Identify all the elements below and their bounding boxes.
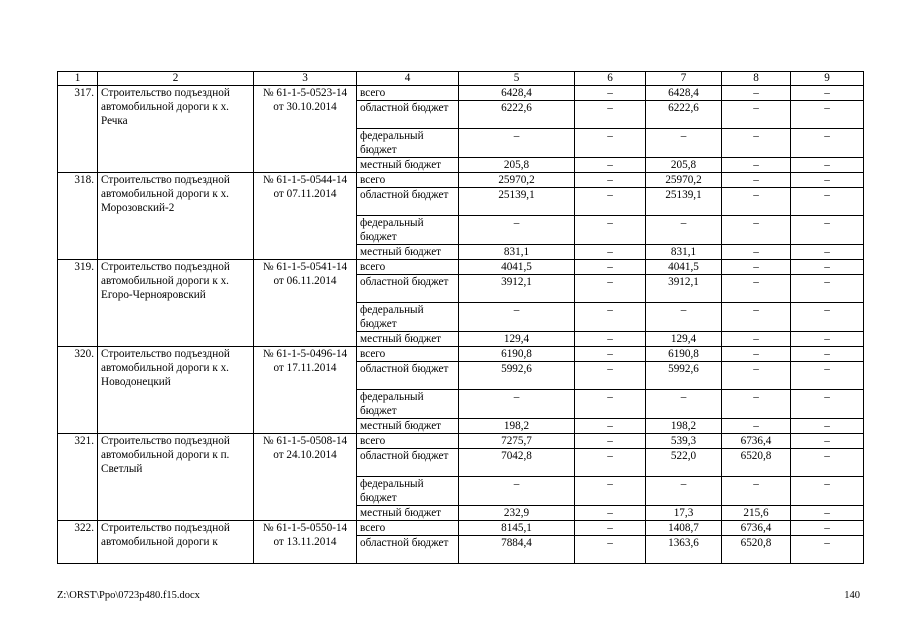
- value-cell: –: [646, 477, 722, 506]
- value-cell: –: [575, 506, 646, 521]
- page-number: 140: [844, 590, 860, 601]
- value-cell: –: [722, 477, 791, 506]
- value-cell: –: [459, 129, 575, 158]
- value-cell: –: [791, 390, 864, 419]
- value-cell: 6190,8: [646, 347, 722, 362]
- value-cell: –: [575, 173, 646, 188]
- value-cell: 205,8: [459, 158, 575, 173]
- value-cell: –: [791, 477, 864, 506]
- value-cell: –: [575, 449, 646, 477]
- document-number: № 61-1-5-0508-14: [262, 435, 348, 447]
- row-number: 317.: [58, 86, 98, 173]
- value-cell: 522,0: [646, 449, 722, 477]
- object-name: Строительство подъездной автомобильной дороги к: [98, 521, 254, 564]
- funding-type: областной бюджет: [357, 101, 459, 129]
- value-cell: –: [459, 477, 575, 506]
- value-cell: –: [791, 260, 864, 275]
- budget-table: [57, 71, 864, 564]
- value-cell: –: [722, 275, 791, 303]
- header-cell: 9: [791, 72, 864, 86]
- table-row: [58, 521, 864, 536]
- value-cell: –: [791, 521, 864, 536]
- value-cell: –: [791, 449, 864, 477]
- value-cell: –: [791, 245, 864, 260]
- value-cell: –: [575, 362, 646, 390]
- value-cell: –: [459, 303, 575, 332]
- value-cell: 6520,8: [722, 536, 791, 564]
- header-cell: 7: [646, 72, 722, 86]
- value-cell: 3912,1: [459, 275, 575, 303]
- object-name: Строительство подъездной автомобильной дороги к х. Новодонецкий: [98, 347, 254, 434]
- funding-type: всего: [357, 347, 459, 362]
- object-name: Строительство подъездной автомобильной дороги к х. Морозовский-2: [98, 173, 254, 260]
- value-cell: 25970,2: [459, 173, 575, 188]
- funding-type: областной бюджет: [357, 362, 459, 390]
- funding-type: всего: [357, 521, 459, 536]
- value-cell: –: [722, 101, 791, 129]
- table-row: [58, 86, 864, 101]
- value-cell: –: [791, 347, 864, 362]
- value-cell: –: [575, 275, 646, 303]
- value-cell: 198,2: [646, 419, 722, 434]
- value-cell: –: [575, 101, 646, 129]
- value-cell: –: [722, 260, 791, 275]
- row-number: 322.: [58, 521, 98, 564]
- value-cell: –: [459, 216, 575, 245]
- document-reference: [254, 434, 357, 521]
- value-cell: 17,3: [646, 506, 722, 521]
- value-cell: –: [791, 158, 864, 173]
- funding-type: местный бюджет: [357, 245, 459, 260]
- value-cell: –: [791, 332, 864, 347]
- value-cell: –: [575, 245, 646, 260]
- value-cell: –: [722, 188, 791, 216]
- value-cell: –: [575, 129, 646, 158]
- value-cell: –: [575, 188, 646, 216]
- value-cell: 831,1: [646, 245, 722, 260]
- header-cell: 4: [357, 72, 459, 86]
- funding-type: областной бюджет: [357, 188, 459, 216]
- value-cell: 539,3: [646, 434, 722, 449]
- funding-type: местный бюджет: [357, 419, 459, 434]
- value-cell: –: [575, 521, 646, 536]
- value-cell: 6428,4: [646, 86, 722, 101]
- header-cell: 8: [722, 72, 791, 86]
- value-cell: 25970,2: [646, 173, 722, 188]
- value-cell: –: [722, 390, 791, 419]
- value-cell: 1363,6: [646, 536, 722, 564]
- funding-type: федеральный бюджет: [357, 477, 459, 506]
- value-cell: –: [575, 434, 646, 449]
- value-cell: 5992,6: [646, 362, 722, 390]
- value-cell: –: [722, 216, 791, 245]
- object-name: Строительство подъездной автомобильной дороги к х. Речка: [98, 86, 254, 173]
- value-cell: 25139,1: [459, 188, 575, 216]
- value-cell: –: [575, 390, 646, 419]
- value-cell: –: [646, 390, 722, 419]
- table-row: [58, 260, 864, 275]
- value-cell: –: [575, 260, 646, 275]
- value-cell: –: [575, 536, 646, 564]
- value-cell: –: [575, 86, 646, 101]
- value-cell: –: [575, 303, 646, 332]
- funding-type: местный бюджет: [357, 332, 459, 347]
- value-cell: 3912,1: [646, 275, 722, 303]
- value-cell: 4041,5: [459, 260, 575, 275]
- table-row: [58, 347, 864, 362]
- value-cell: 129,4: [459, 332, 575, 347]
- value-cell: 7884,4: [459, 536, 575, 564]
- document-date: от 24.10.2014: [273, 449, 337, 461]
- value-cell: 198,2: [459, 419, 575, 434]
- value-cell: 831,1: [459, 245, 575, 260]
- document-date: от 07.11.2014: [273, 188, 337, 200]
- value-cell: –: [791, 101, 864, 129]
- value-cell: 25139,1: [646, 188, 722, 216]
- funding-type: местный бюджет: [357, 158, 459, 173]
- funding-type: местный бюджет: [357, 506, 459, 521]
- value-cell: –: [791, 216, 864, 245]
- document-number: № 61-1-5-0523-14: [262, 87, 348, 99]
- value-cell: –: [722, 362, 791, 390]
- document-date: от 13.11.2014: [273, 536, 337, 548]
- value-cell: 5992,6: [459, 362, 575, 390]
- document-reference: [254, 86, 357, 173]
- funding-type: федеральный бюджет: [357, 303, 459, 332]
- funding-type: федеральный бюджет: [357, 390, 459, 419]
- document-reference: [254, 260, 357, 347]
- value-cell: 7042,8: [459, 449, 575, 477]
- footer-file-path: Z:\ORST\Ppo\0723p480.f15.docx: [57, 590, 200, 601]
- header-row: [58, 72, 864, 86]
- row-number: 319.: [58, 260, 98, 347]
- value-cell: –: [791, 434, 864, 449]
- funding-type: федеральный бюджет: [357, 216, 459, 245]
- value-cell: –: [722, 158, 791, 173]
- document-date: от 06.11.2014: [273, 275, 337, 287]
- value-cell: –: [791, 86, 864, 101]
- value-cell: –: [722, 347, 791, 362]
- value-cell: –: [722, 332, 791, 347]
- document-number: № 61-1-5-0541-14: [262, 261, 348, 273]
- value-cell: –: [791, 188, 864, 216]
- funding-type: федеральный бюджет: [357, 129, 459, 158]
- value-cell: 205,8: [646, 158, 722, 173]
- document-reference: [254, 347, 357, 434]
- value-cell: –: [575, 477, 646, 506]
- document-date: от 30.10.2014: [273, 101, 337, 113]
- object-name: Строительство подъездной автомобильной дороги к п. Светлый: [98, 434, 254, 521]
- value-cell: 6190,8: [459, 347, 575, 362]
- object-name: Строительство подъездной автомобильной дороги к х. Егоро-Чернояровский: [98, 260, 254, 347]
- row-number: 321.: [58, 434, 98, 521]
- value-cell: –: [646, 303, 722, 332]
- funding-type: областной бюджет: [357, 536, 459, 564]
- value-cell: 6428,4: [459, 86, 575, 101]
- value-cell: –: [575, 216, 646, 245]
- value-cell: 6222,6: [646, 101, 722, 129]
- row-number: 320.: [58, 347, 98, 434]
- value-cell: –: [791, 129, 864, 158]
- funding-type: всего: [357, 260, 459, 275]
- document-number: № 61-1-5-0544-14: [262, 174, 348, 186]
- header-cell: 1: [58, 72, 98, 86]
- table-row: [58, 434, 864, 449]
- value-cell: –: [791, 536, 864, 564]
- value-cell: 215,6: [722, 506, 791, 521]
- value-cell: –: [575, 419, 646, 434]
- header-cell: 5: [459, 72, 575, 86]
- value-cell: –: [722, 86, 791, 101]
- funding-type: всего: [357, 434, 459, 449]
- document-reference: [254, 521, 357, 564]
- value-cell: –: [459, 390, 575, 419]
- value-cell: –: [722, 419, 791, 434]
- value-cell: –: [722, 303, 791, 332]
- value-cell: –: [722, 245, 791, 260]
- value-cell: –: [575, 158, 646, 173]
- value-cell: 6222,6: [459, 101, 575, 129]
- value-cell: –: [791, 173, 864, 188]
- document-number: № 61-1-5-0550-14: [262, 522, 348, 534]
- header-cell: 6: [575, 72, 646, 86]
- document-reference: [254, 173, 357, 260]
- value-cell: 8145,1: [459, 521, 575, 536]
- value-cell: –: [791, 506, 864, 521]
- value-cell: 7275,7: [459, 434, 575, 449]
- value-cell: –: [791, 362, 864, 390]
- funding-type: всего: [357, 173, 459, 188]
- header-cell: 3: [254, 72, 357, 86]
- value-cell: 129,4: [646, 332, 722, 347]
- funding-type: областной бюджет: [357, 275, 459, 303]
- value-cell: –: [575, 347, 646, 362]
- value-cell: 1408,7: [646, 521, 722, 536]
- value-cell: 6736,4: [722, 521, 791, 536]
- value-cell: 232,9: [459, 506, 575, 521]
- value-cell: –: [722, 129, 791, 158]
- value-cell: 6520,8: [722, 449, 791, 477]
- funding-type: областной бюджет: [357, 449, 459, 477]
- document-date: от 17.11.2014: [273, 362, 337, 374]
- table-row: [58, 173, 864, 188]
- value-cell: 4041,5: [646, 260, 722, 275]
- value-cell: –: [722, 173, 791, 188]
- funding-type: всего: [357, 86, 459, 101]
- value-cell: 6736,4: [722, 434, 791, 449]
- value-cell: –: [791, 303, 864, 332]
- value-cell: –: [646, 129, 722, 158]
- header-cell: 2: [98, 72, 254, 86]
- value-cell: –: [575, 332, 646, 347]
- row-number: 318.: [58, 173, 98, 260]
- value-cell: –: [791, 275, 864, 303]
- value-cell: –: [791, 419, 864, 434]
- document-number: № 61-1-5-0496-14: [262, 348, 348, 360]
- value-cell: –: [646, 216, 722, 245]
